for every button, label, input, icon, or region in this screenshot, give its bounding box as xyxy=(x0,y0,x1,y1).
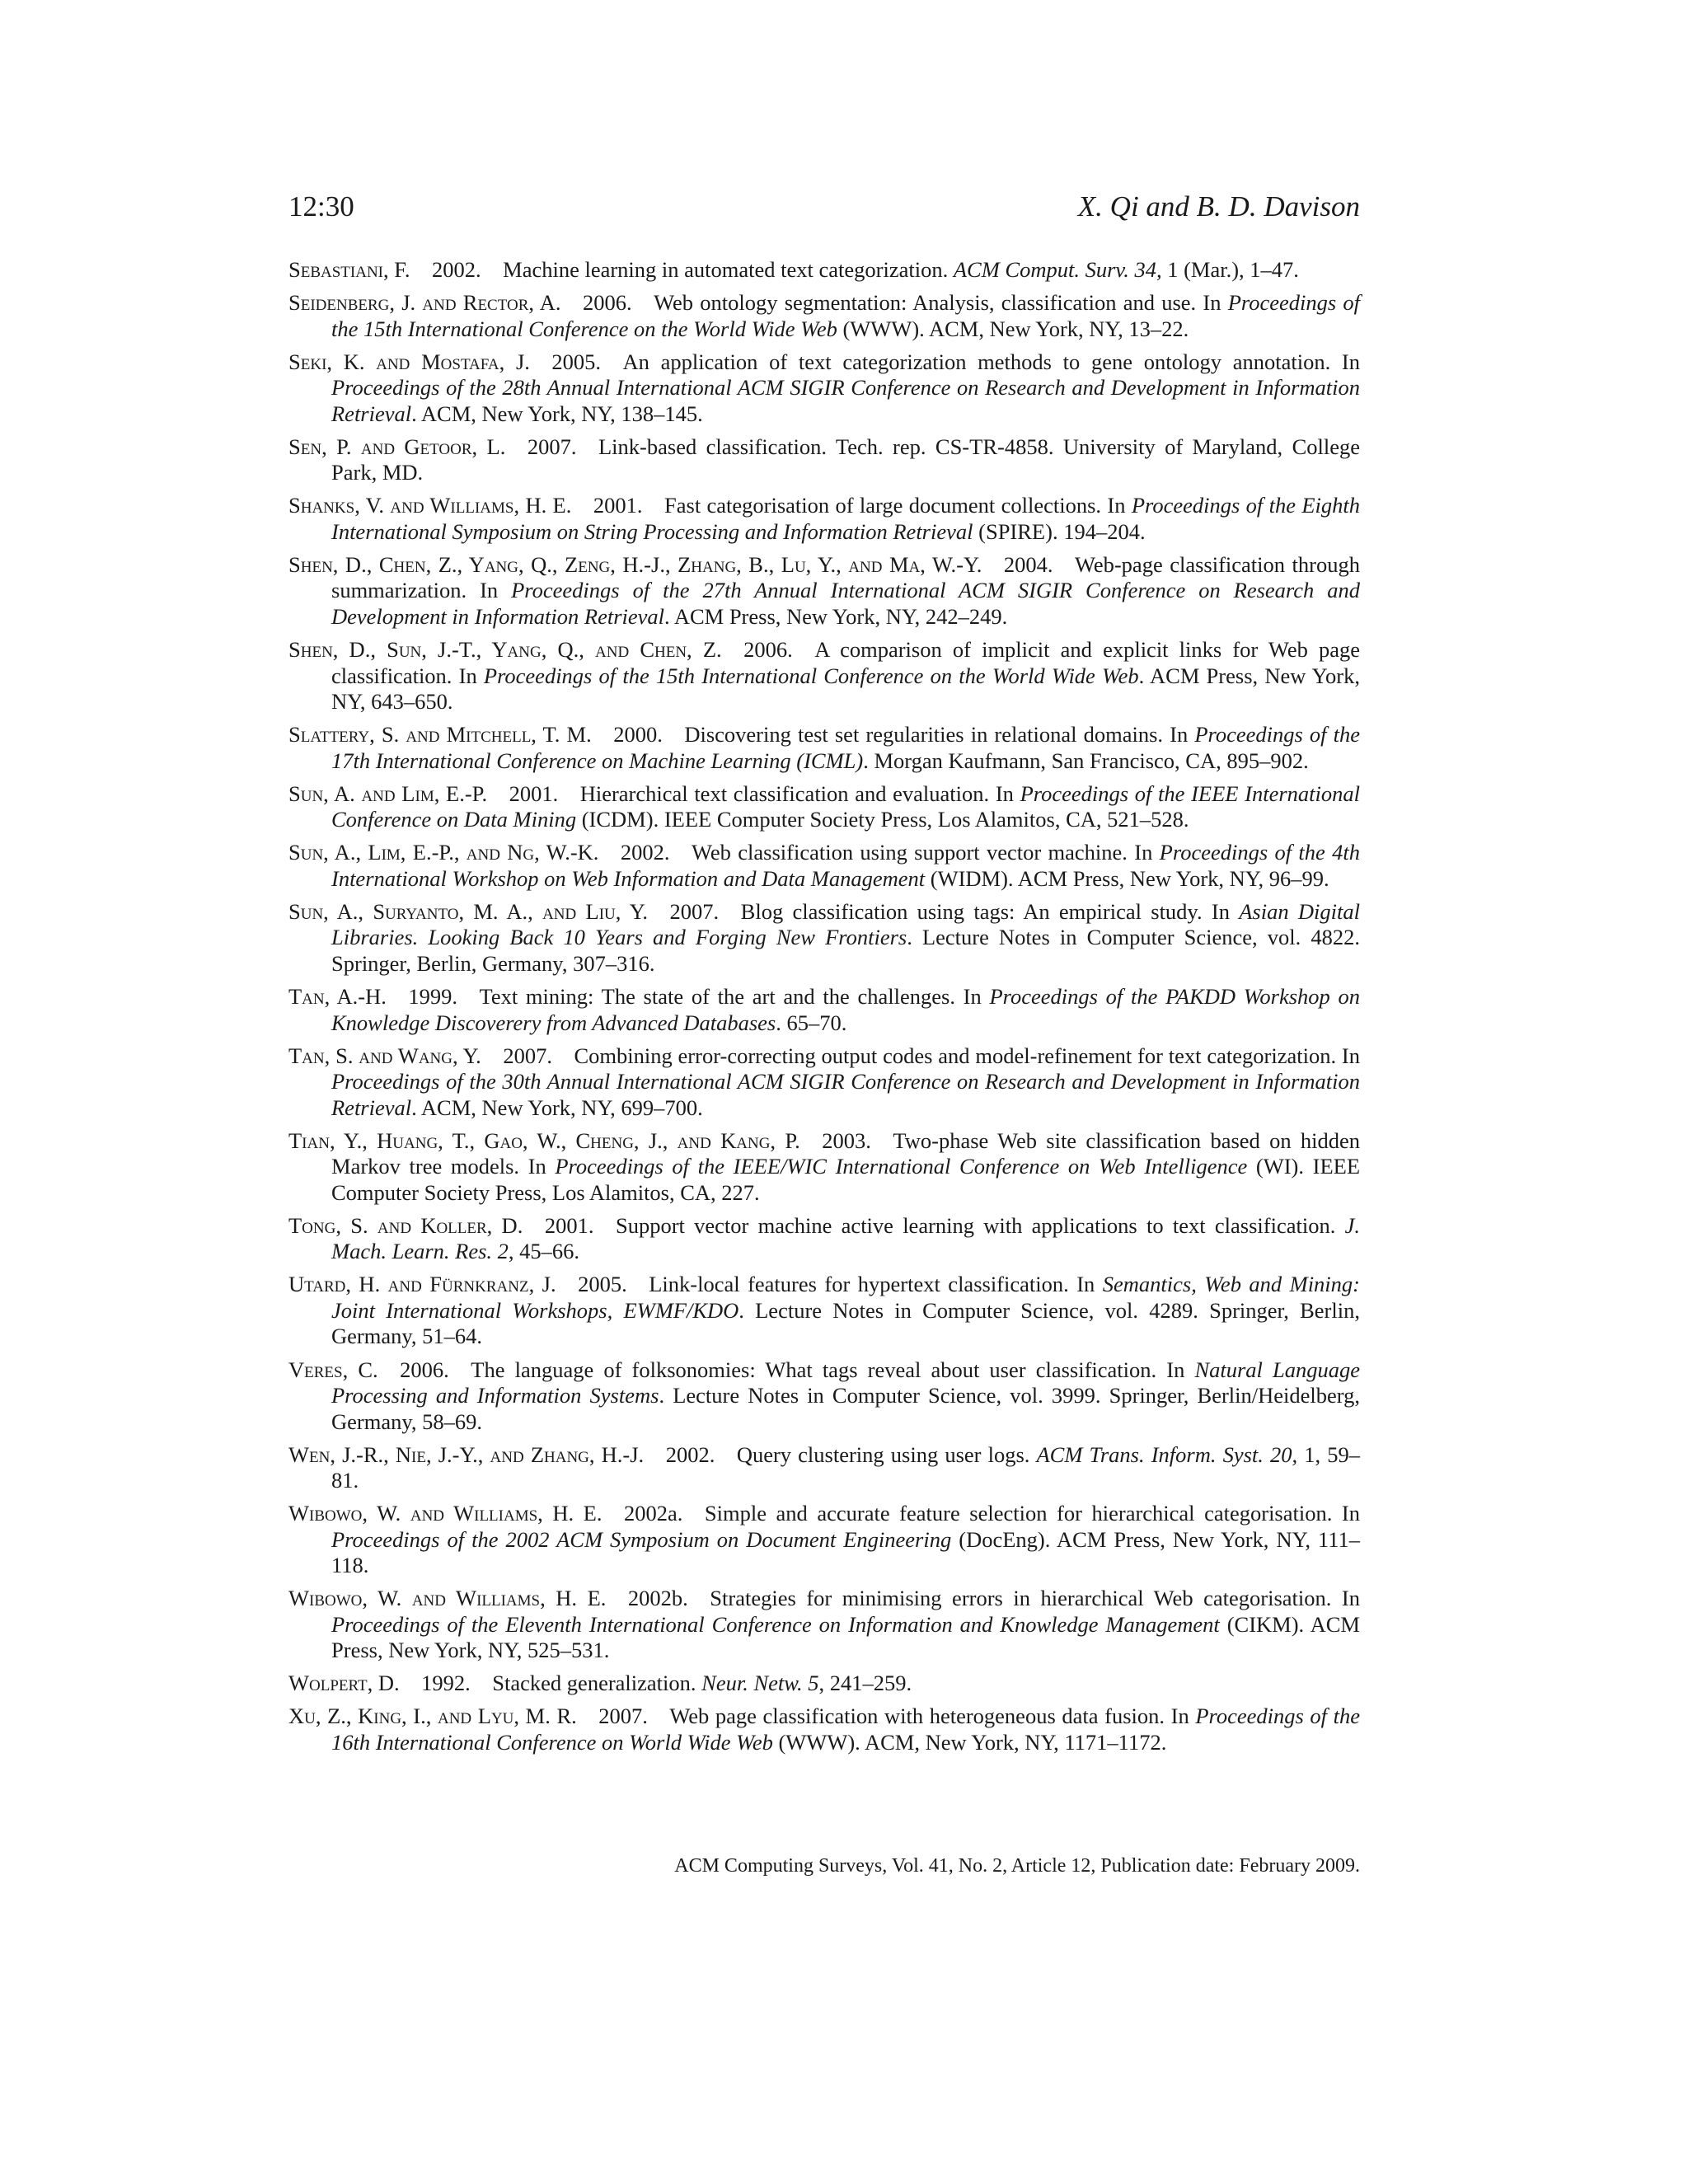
reference-authors: Veres, C. xyxy=(288,1357,378,1382)
reference-authors: Wibowo, W. and Williams, H. E. xyxy=(288,1501,603,1526)
reference-text: Web ontology segmentation: Analysis, classification and use. In xyxy=(654,290,1228,316)
reference-entry xyxy=(288,493,1360,545)
reference-year: 2005. xyxy=(578,1272,627,1297)
reference-entry xyxy=(288,1442,1360,1494)
reference-entry xyxy=(288,257,1360,284)
reference-venue: ACM Trans. Inform. Syst. 20, xyxy=(1036,1441,1298,1467)
reference-year: 2006. xyxy=(743,637,793,663)
reference-authors: Tan, A.-H. xyxy=(288,984,387,1010)
reference-venue: Natural Language Processing and Information Systems xyxy=(331,1357,1361,1408)
reference-text: (WIDM). ACM Press, New York, NY, 96–99. xyxy=(925,865,1329,891)
reference-entry xyxy=(288,1213,1360,1265)
reference-venue: Proceedings of the Eighth International Symposium on String Processing and Information Retrieval xyxy=(331,493,1360,544)
reference-venue: Proceedings of the 27th Annual International ACM SIGIR Conference on Research and Development in Information Retrieval xyxy=(331,578,1360,629)
reference-text: (WI). IEEE Computer Society Press, Los Alamitos, CA, 227. xyxy=(331,1154,1361,1205)
reference-venue: Proceedings of the 30th Annual International ACM SIGIR Conference on Research and Development in Information Retrieval xyxy=(331,1069,1360,1120)
reference-year: 2001. xyxy=(544,1212,594,1238)
reference-authors: Seki, K. and Mostafa, J. xyxy=(288,349,530,374)
reference-authors: Sen, P. and Getoor, L. xyxy=(288,434,506,459)
reference-entry xyxy=(288,637,1360,715)
reference-text: . ACM, New York, NY, 138–145. xyxy=(411,401,703,426)
reference-authors: Shanks, V. and Williams, H. E. xyxy=(288,493,572,518)
reference-text: Web classification using support vector machine. In xyxy=(692,840,1160,865)
reference-text: (WWW). ACM, New York, NY, 13–22. xyxy=(837,316,1189,341)
reference-entry xyxy=(288,840,1360,892)
reference-year: 2007. xyxy=(669,898,720,924)
reference-entry xyxy=(288,1586,1360,1664)
reference-entry xyxy=(288,984,1360,1036)
reference-authors: Sun, A., Suryanto, M. A., and Liu, Y. xyxy=(288,898,649,924)
reference-venue: Proceedings of the PAKDD Workshop on Knowledge Discoverery from Advanced Databases xyxy=(331,984,1361,1035)
reference-text: . 65–70. xyxy=(776,1010,847,1035)
reference-authors: Tong, S. and Koller, D. xyxy=(288,1212,523,1238)
page-footer: ACM Computing Surveys, Vol. 41, No. 2, Article 12, Publication date: February 2009. xyxy=(674,1855,1360,1877)
reference-text: Fast categorisation of large document collections. In xyxy=(664,493,1132,518)
reference-text: Link-based classification. Tech. rep. CS-TR-4858. University of Maryland, College Park, MD. xyxy=(331,434,1360,485)
reference-text: (CIKM). ACM Press, New York, NY, 525–531. xyxy=(331,1611,1360,1663)
reference-venue: Semantics, Web and Mining: Joint International Workshops, EWMF/KDO xyxy=(331,1272,1360,1323)
reference-entry xyxy=(288,722,1360,774)
reference-text: (DocEng). ACM Press, New York, NY, 111–118. xyxy=(331,1526,1360,1578)
reference-year: 2001. xyxy=(593,493,643,518)
reference-year: 2002a. xyxy=(624,1501,683,1526)
reference-list xyxy=(288,257,1360,1763)
reference-year: 2007. xyxy=(598,1704,648,1729)
reference-entry xyxy=(288,781,1360,833)
reference-authors: Wolpert, D. xyxy=(288,1671,400,1696)
reference-year: 2007. xyxy=(503,1043,552,1068)
reference-text: Machine learning in automated text categorization. xyxy=(503,257,954,282)
reference-entry xyxy=(288,290,1360,342)
reference-venue: Proceedings of the 17th International Conference on Machine Learning (ICML) xyxy=(331,722,1360,773)
reference-year: 2002b. xyxy=(627,1586,688,1611)
reference-text: . ACM Press, New York, NY, 643–650. xyxy=(331,663,1360,715)
reference-text: Discovering test set regularities in relational domains. In xyxy=(684,722,1195,748)
reference-year: 2002. xyxy=(620,840,670,865)
reference-entry xyxy=(288,899,1360,977)
reference-authors: Sun, A. and Lim, E.-P. xyxy=(288,780,488,806)
reference-venue: Proceedings of the 28th Annual International ACM SIGIR Conference on Research and Development in Information Retrieval xyxy=(331,375,1360,426)
reference-text: Stacked generalization. xyxy=(492,1671,702,1696)
reference-authors: Sun, A., Lim, E.-P., and Ng, W.-K. xyxy=(288,840,599,865)
reference-entry xyxy=(288,349,1360,428)
reference-authors: Shen, D., Sun, J.-T., Yang, Q., and Chen, Z. xyxy=(288,637,722,663)
reference-authors: Xu, Z., King, I., and Lyu, M. R. xyxy=(288,1704,577,1729)
reference-text: The language of folksonomies: What tags reveal about user classification. In xyxy=(471,1357,1195,1382)
reference-text: Text mining: The state of the art and the challenges. In xyxy=(479,984,990,1010)
reference-venue: ACM Comput. Surv. 34, xyxy=(953,257,1162,282)
reference-text: Link-local features for hypertext classification. In xyxy=(649,1272,1103,1297)
reference-venue: Proceedings of the 4th International Workshop on Web Information and Data Management xyxy=(331,840,1360,891)
reference-year: 2002. xyxy=(432,257,481,282)
reference-authors: Seidenberg, J. and Rector, A. xyxy=(288,290,561,316)
reference-year: 2006. xyxy=(583,290,632,316)
reference-venue: Proceedings of the 15th International Conference on the World Wide Web xyxy=(483,663,1139,688)
reference-entry xyxy=(288,1671,1360,1697)
reference-text: Strategies for minimising errors in hierarchical Web categorisation. In xyxy=(710,1586,1360,1611)
reference-text: (ICDM). IEEE Computer Society Press, Los Alamitos, CA, 521–528. xyxy=(576,807,1189,832)
reference-text: Two-phase Web site classification based on hidden Markov tree models. In xyxy=(331,1127,1360,1179)
reference-venue: J. Mach. Learn. Res. 2 xyxy=(331,1212,1360,1264)
reference-authors: Sebastiani, F. xyxy=(288,257,410,282)
reference-text: , 45–66. xyxy=(508,1239,580,1264)
reference-text: . Lecture Notes in Computer Science, vol. 3999. Springer, Berlin/Heidelberg, Germany, 58–69. xyxy=(331,1383,1360,1434)
reference-venue: Proceedings of the IEEE International Conference on Data Mining xyxy=(331,780,1361,832)
reference-text: . ACM Press, New York, NY, 242–249. xyxy=(664,603,1008,629)
reference-text: (SPIRE). 194–204. xyxy=(973,518,1146,544)
reference-text: Web-page classification through summarization. In xyxy=(331,551,1360,603)
reference-year: 2004. xyxy=(1003,551,1053,577)
reference-text: Web page classification with heterogeneous data fusion. In xyxy=(669,1704,1196,1729)
reference-venue: Proceedings of the Eleventh International Conference on Information and Knowledge Management xyxy=(331,1611,1220,1637)
reference-venue: Asian Digital Libraries. Looking Back 10 Years and Forging New Frontiers xyxy=(331,898,1360,950)
reference-text: Blog classification using tags: An empirical study. In xyxy=(740,898,1240,924)
reference-text: . ACM, New York, NY, 699–700. xyxy=(411,1094,703,1120)
reference-text: . Lecture Notes in Computer Science, vol. 4289. Springer, Berlin, Germany, 51–64. xyxy=(331,1297,1360,1349)
reference-text: , 241–259. xyxy=(818,1671,912,1696)
reference-year: 2000. xyxy=(613,722,663,748)
reference-entry xyxy=(288,1501,1360,1579)
reference-authors: Wen, J.-R., Nie, J.-Y., and Zhang, H.-J. xyxy=(288,1441,645,1467)
reference-authors: Tan, S. and Wang, Y. xyxy=(288,1043,481,1068)
reference-text: An application of text categorization methods to gene ontology annotation. In xyxy=(622,349,1360,374)
reference-text: Query clustering using user logs. xyxy=(736,1441,1037,1467)
reference-text: Combining error-correcting output codes and model-refinement for text categorization. In xyxy=(574,1043,1360,1068)
reference-venue: Proceedings of the 16th International Conference on World Wide Web xyxy=(331,1704,1361,1755)
reference-year: 1992. xyxy=(421,1671,471,1696)
reference-entry xyxy=(288,434,1360,486)
reference-authors: Shen, D., Chen, Z., Yang, Q., Zeng, H.-J., Zhang, B., Lu, Y., and Ma, W.-Y. xyxy=(288,551,982,577)
reference-year: 2007. xyxy=(527,434,577,459)
reference-authors: Wibowo, W. and Williams, H. E. xyxy=(288,1586,607,1611)
reference-authors: Slattery, S. and Mitchell, T. M. xyxy=(288,722,592,748)
reference-year: 2005. xyxy=(551,349,602,374)
reference-entry xyxy=(288,1704,1360,1755)
reference-venue: Proceedings of the IEEE/WIC International Conference on Web Intelligence xyxy=(555,1154,1248,1179)
reference-entry xyxy=(288,1357,1360,1436)
reference-entry xyxy=(288,552,1360,630)
page-header xyxy=(288,186,1360,227)
reference-text: 1, 59–81. xyxy=(331,1441,1361,1493)
reference-year: 2002. xyxy=(665,1441,715,1467)
reference-text: Support vector machine active learning with applications to text classification. xyxy=(615,1212,1345,1238)
page-number: 12:30 xyxy=(288,190,354,223)
reference-text: 1 (Mar.), 1–47. xyxy=(1161,257,1299,282)
reference-entry xyxy=(288,1272,1360,1350)
reference-text: . Lecture Notes in Computer Science, vol. 4822. Springer, Berlin, Germany, 307–316. xyxy=(331,925,1360,976)
reference-year: 2006. xyxy=(400,1357,449,1382)
reference-entry xyxy=(288,1128,1360,1207)
reference-authors: Utard, H. and Fürnkranz, J. xyxy=(288,1272,556,1297)
reference-text: . Morgan Kaufmann, San Francisco, CA, 895–902. xyxy=(863,748,1309,773)
reference-venue: Neur. Netw. 5 xyxy=(701,1671,819,1696)
reference-text: A comparison of implicit and explicit links for Web page classification. In xyxy=(331,637,1360,688)
reference-year: 1999. xyxy=(408,984,457,1010)
reference-text: (WWW). ACM, New York, NY, 1171–1172. xyxy=(772,1729,1167,1755)
reference-authors: Tian, Y., Huang, T., Gao, W., Cheng, J., and Kang, P. xyxy=(288,1127,800,1153)
reference-venue: Proceedings of the 2002 ACM Symposium on Document Engineering xyxy=(331,1526,952,1552)
reference-text: Simple and accurate feature selection for hierarchical categorisation. In xyxy=(704,1501,1360,1526)
reference-year: 2001. xyxy=(509,780,559,806)
reference-text: Hierarchical text classification and evaluation. In xyxy=(579,780,1020,806)
reference-entry xyxy=(288,1043,1360,1122)
reference-venue: Proceedings of the 15th International Conference on the World Wide Web xyxy=(331,290,1360,341)
reference-year: 2003. xyxy=(822,1127,871,1153)
running-head: X. Qi and B. D. Davison xyxy=(1077,190,1360,223)
